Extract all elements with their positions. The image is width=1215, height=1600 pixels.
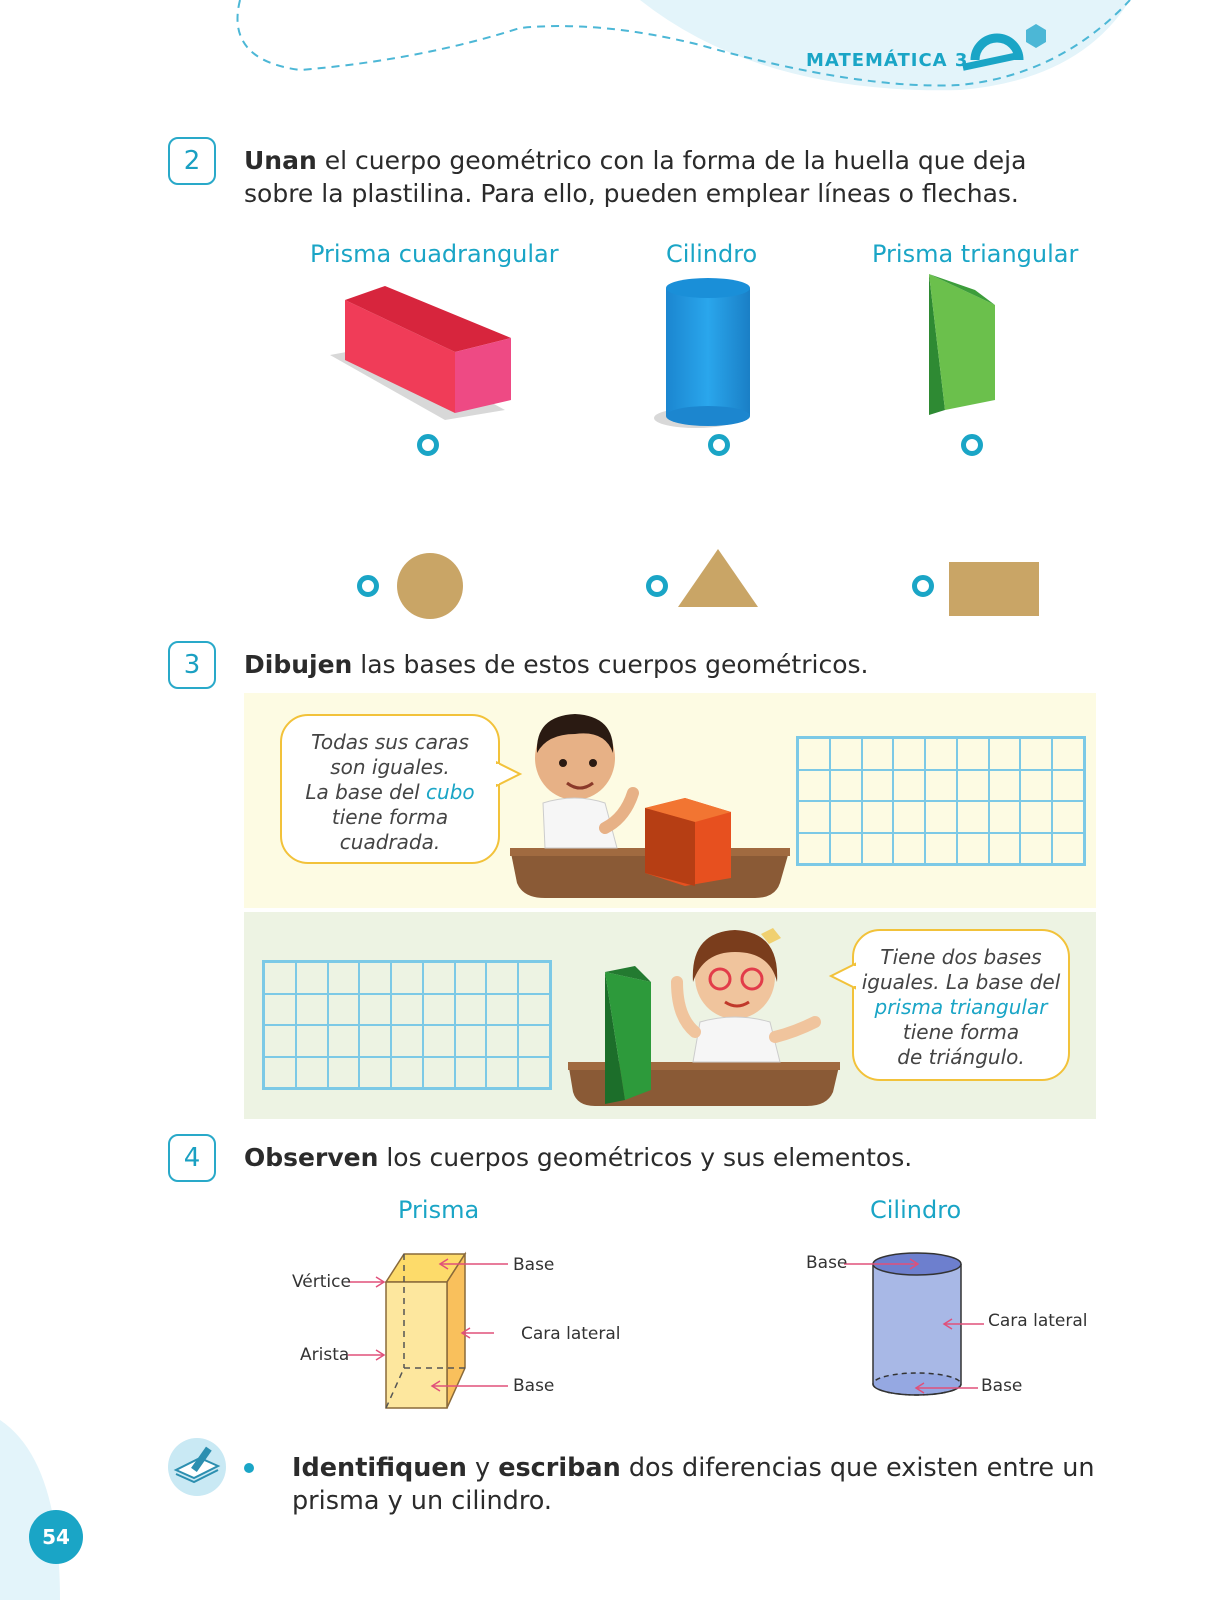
- question-4-text: los cuerpos geométricos y sus elementos.: [378, 1143, 913, 1172]
- label-arista: Arista: [300, 1345, 350, 1365]
- task-verb-1: Identifiquen: [292, 1453, 467, 1483]
- label-cyl-base-bottom: Base: [981, 1376, 1023, 1396]
- question-number-4: 4: [168, 1134, 216, 1182]
- speech-bubble-cube: Todas sus caras son iguales. La base del cubo tiene forma cuadrada.: [280, 714, 500, 864]
- connector-dot-prism-rect[interactable]: [417, 434, 439, 456]
- question-number-3: 3: [168, 641, 216, 689]
- label-cyl-cara-lateral: Cara lateral: [988, 1311, 1088, 1331]
- task-text: dos diferencias que existen entre un prisma y un cilindro.: [292, 1453, 1095, 1516]
- notebook-pencil-icon: [166, 1436, 228, 1498]
- prism-diagram-title: Prisma: [398, 1196, 480, 1224]
- cube-drawing-grid[interactable]: [796, 736, 1086, 866]
- label-cilindro: Cilindro: [666, 240, 758, 268]
- label-prism-base-top: Base: [513, 1255, 555, 1275]
- page-number: 54: [29, 1510, 83, 1564]
- rectangular-prism-figure: [325, 280, 525, 420]
- question-2-instruction: [244, 144, 1094, 210]
- question-2-verb: Unan: [244, 146, 317, 175]
- bullet: [244, 1463, 254, 1473]
- task-verb-2: escriban: [498, 1453, 621, 1483]
- question-4-instruction: [244, 1141, 1094, 1174]
- task-instruction: Identifiquen y escriban dos diferencias que existen entre un prisma y un cilindro.: [292, 1453, 1095, 1516]
- label-prism-cara-lateral: Cara lateral: [521, 1324, 621, 1344]
- connector-dot-cylinder[interactable]: [708, 434, 730, 456]
- question-3-verb: Dibujen: [244, 650, 353, 679]
- bubble-tail-2: [828, 962, 856, 992]
- circle-imprint: [395, 551, 465, 621]
- label-prisma-triangular: Prisma triangular: [872, 240, 1079, 268]
- label-vertice: Vértice: [292, 1272, 351, 1292]
- label-prism-base-bottom: Base: [513, 1376, 555, 1396]
- boy-with-cube-illustration: [505, 708, 795, 904]
- triangular-prism-figure: [915, 270, 1005, 430]
- connector-dot-triangle[interactable]: [646, 575, 668, 597]
- speech-bubble-prism: Tiene dos bases iguales. La base del prisma triangular tiene forma de triángulo.: [852, 929, 1070, 1081]
- prism-drawing-grid[interactable]: [262, 960, 552, 1090]
- label-prisma-cuadrangular: Prisma cuadrangular: [310, 240, 559, 268]
- label-cyl-base-top: Base: [806, 1253, 848, 1273]
- cylinder-diagram-title: Cilindro: [870, 1196, 962, 1224]
- question-4-verb: Observen: [244, 1143, 379, 1172]
- question-3-text: las bases de estos cuerpos geométricos.: [352, 650, 869, 679]
- triangle-imprint: [676, 547, 760, 609]
- girl-with-prism-illustration: [565, 922, 850, 1112]
- connector-dot-circle[interactable]: [357, 575, 379, 597]
- connector-dot-rectangle[interactable]: [912, 575, 934, 597]
- rectangle-imprint: [947, 560, 1041, 618]
- question-number-2: 2: [168, 137, 216, 185]
- question-2-text: el cuerpo geométrico con la forma de la huella que deja sobre la plastilina. Para ello, pueden emplear líneas o flechas.: [244, 146, 1027, 208]
- connector-dot-prism-tri[interactable]: [961, 434, 983, 456]
- cylinder-figure: [650, 278, 760, 433]
- header-decoration: [0, 0, 1215, 110]
- book-title: MATEMÁTICA 3: [806, 50, 969, 71]
- question-3-instruction: [244, 648, 1094, 681]
